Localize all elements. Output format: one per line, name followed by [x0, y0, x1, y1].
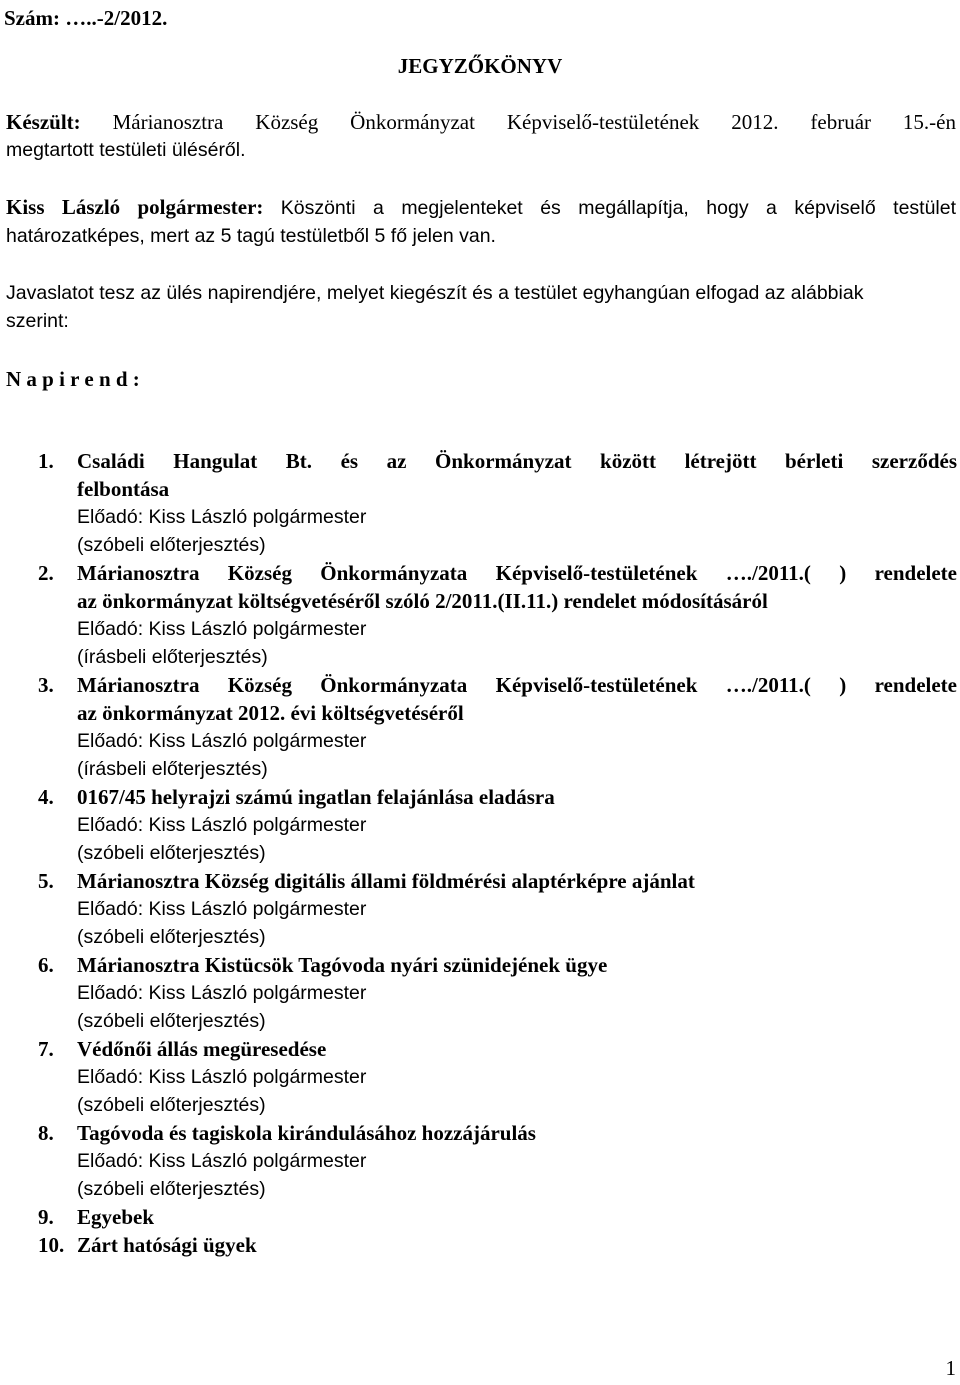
agenda-item-title: Márianosztra Község Önkormányzata Képviselő-testületének …./2011.( ) rendelete [77, 673, 957, 697]
agenda-item-title: Tagóvoda és tagiskola kirándulásához hozzájárulás [77, 1121, 536, 1145]
agenda-item-title-cont: felbontása [77, 477, 170, 501]
agenda-item-title-cont: az önkormányzat költségvetéséről szóló 2/2011.(II.11.) rendelet módosításáról [77, 589, 768, 613]
agenda-item-number: 5. [38, 869, 54, 893]
agenda-item-number: 8. [38, 1121, 54, 1145]
agenda-item-presenter: Előadó: Kiss László polgármester [77, 1066, 367, 1088]
agenda-item-presenter: Előadó: Kiss László polgármester [77, 898, 367, 920]
intro-line-2: megtartott testületi üléséről. [6, 139, 246, 161]
proposal-line-2: szerint: [6, 310, 69, 332]
agenda-item-title: Egyebek [77, 1205, 155, 1229]
agenda-item-number: 1. [38, 449, 54, 473]
agenda-item-presenter: Előadó: Kiss László polgármester [77, 730, 367, 752]
agenda-item-presenter: Előadó: Kiss László polgármester [77, 982, 367, 1004]
agenda-heading: N a p i r e n d : [6, 367, 140, 391]
agenda-item-number: 7. [38, 1037, 54, 1061]
agenda-item-mode: (szóbeli előterjesztés) [77, 926, 266, 948]
agenda-item-number: 2. [38, 561, 54, 585]
page-number: 1 [945, 1356, 956, 1380]
document-number: Szám: …..-2/2012. [4, 6, 168, 30]
agenda-item-number: 4. [38, 785, 54, 809]
proposal-line-1: Javaslatot tesz az ülés napirendjére, melyet kiegészít és a testület egyhangúan elfogad az alábbiak [6, 282, 864, 304]
intro-text: Márianosztra Község Önkormányzat Képviselő-testületének 2012. február 15.-én [112, 110, 956, 134]
agenda-item-presenter: Előadó: Kiss László polgármester [77, 618, 367, 640]
agenda-item-mode: (szóbeli előterjesztés) [77, 1010, 266, 1032]
agenda-item-presenter: Előadó: Kiss László polgármester [77, 814, 367, 836]
agenda-item-title: 0167/45 helyrajzi számú ingatlan felajánlása eladásra [77, 785, 555, 809]
intro-line-1 [6, 108, 956, 136]
agenda-item-number: 10. [38, 1233, 65, 1257]
agenda-item-title: Védőnői állás megüresedése [77, 1037, 327, 1061]
mayor-label: Kiss László polgármester: [6, 195, 264, 219]
agenda-item-mode: (szóbeli előterjesztés) [77, 534, 266, 556]
agenda-item-number: 6. [38, 953, 54, 977]
agenda-item-title: Márianosztra Község Önkormányzata Képviselő-testületének …./2011.( ) rendelete [77, 561, 957, 585]
agenda-item-title: Családi Hangulat Bt. és az Önkormányzat között létrejött bérleti szerződés [77, 449, 957, 473]
document-title: JEGYZŐKÖNYV [397, 54, 563, 78]
agenda-item-mode: (írásbeli előterjesztés) [77, 758, 268, 780]
agenda-item-title: Zárt hatósági ügyek [77, 1233, 257, 1257]
agenda-item-number: 9. [38, 1205, 54, 1229]
agenda-item-presenter: Előadó: Kiss László polgármester [77, 506, 367, 528]
agenda-item-title: Márianosztra Község digitális állami földmérési alaptérképre ajánlat [77, 869, 695, 893]
agenda-item-title-cont: az önkormányzat 2012. évi költségvetéséről [77, 701, 464, 725]
agenda-item-mode: (írásbeli előterjesztés) [77, 646, 268, 668]
agenda-item-presenter: Előadó: Kiss László polgármester [77, 1150, 367, 1172]
agenda-item-title: Márianosztra Kistücsök Tagóvoda nyári szünidejének ügye [77, 953, 608, 977]
agenda-item-mode: (szóbeli előterjesztés) [77, 1094, 266, 1116]
agenda-item-mode: (szóbeli előterjesztés) [77, 1178, 266, 1200]
agenda-item-number: 3. [38, 673, 54, 697]
mayor-text: Köszönti a megjelenteket és megállapítja, hogy a képviselő testület [280, 197, 957, 219]
mayor-line-1 [6, 193, 956, 222]
intro-label: Készült: [6, 110, 81, 134]
agenda-item-mode: (szóbeli előterjesztés) [77, 842, 266, 864]
mayor-line-2: határozatképes, mert az 5 tagú testületből 5 fő jelen van. [6, 225, 496, 247]
